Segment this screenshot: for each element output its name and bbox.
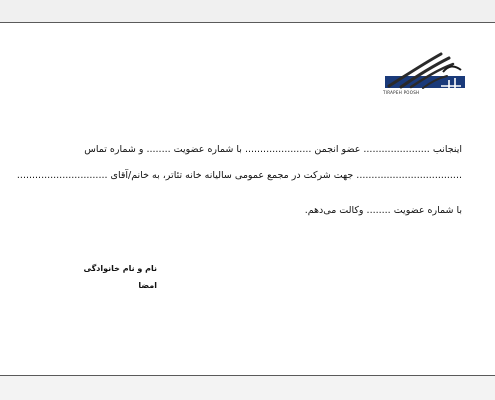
form-line-3: با شماره عضویت ........ وکالت می‌دهم. bbox=[304, 205, 462, 216]
logo-subtitle: TIRAPEH POOSH bbox=[383, 90, 420, 95]
form-line-2: ................................... جهت شرکت در مجمع عمومی سالیانه خانه تئاتر، به خانم/آقای .............................. bbox=[16, 170, 462, 181]
pen-signature-logo bbox=[383, 50, 467, 100]
logo-graphic bbox=[383, 50, 467, 94]
name-label: نام و نام خانوادگی bbox=[83, 264, 157, 273]
form-line-1: اینجانب ...................... عضو انجمن ...................... با شماره عضویت ........ و شماره تماس bbox=[84, 144, 462, 155]
document-page bbox=[0, 22, 495, 376]
bottom-strip bbox=[0, 376, 495, 400]
signature-label: امضا bbox=[138, 281, 157, 290]
